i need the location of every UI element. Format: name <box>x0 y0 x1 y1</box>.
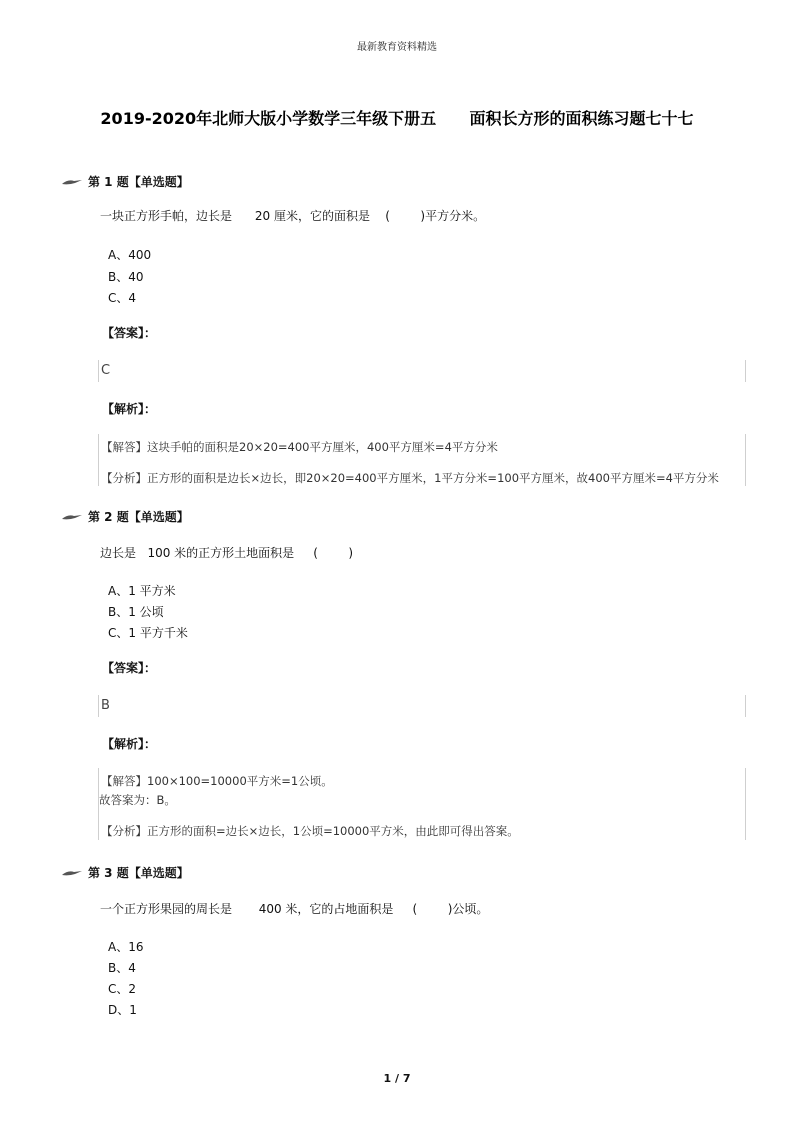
question-1-analysis-label: 【解析】： <box>102 402 157 416</box>
question-1-stem: 一块正方形手帕，边长是 20 厘米，它的面积是 ( )平方分米。 <box>100 209 486 223</box>
question-1-answer: C <box>101 363 111 378</box>
question-3-stem: 一个正方形果园的周长是 400 米，它的占地面积是 ( )公顷。 <box>100 902 489 916</box>
question-2-stem: 边长是 100 米的正方形土地面积是 ( ) <box>100 546 354 560</box>
question-1-option-a: A、400 <box>108 248 152 262</box>
question-2-analysis-label: 【解析】： <box>102 737 157 751</box>
question-2-option-b: B、1 公顷 <box>108 605 164 619</box>
question-2-title: 第 2 题【单选题】 <box>88 510 189 524</box>
question-2-option-a: A、1 平方米 <box>108 584 176 598</box>
question-1-analysis-box <box>98 434 746 486</box>
page-number: 1 / 7 <box>383 1072 411 1085</box>
question-3-heading <box>62 864 189 881</box>
question-2-answer: B <box>101 698 110 713</box>
question-2-option-c: C、1 平方千米 <box>108 626 188 640</box>
question-3-title: 第 3 题【单选题】 <box>88 866 189 880</box>
question-3-option-b: B、4 <box>108 961 136 975</box>
question-2-answer-label: 【答案】： <box>102 661 157 675</box>
question-1-answer-label: 【答案】： <box>102 326 157 340</box>
question-2-analysis-line-3: 【分析】正方形的面积=边长×边长，1公顷=10000平方米，由此即可得出答案。 <box>101 824 519 838</box>
question-1-title: 第 1 题【单选题】 <box>88 175 189 189</box>
question-1-option-b: B、40 <box>108 270 144 284</box>
header-note: 最新教育资料精选 <box>357 42 437 53</box>
question-3-option-c: C、2 <box>108 982 137 996</box>
question-1-analysis-line-2: 【分析】正方形的面积是边长×边长，即20×20=400平方厘米，1平方分米=100平方厘米，故400平方厘米=4平方分米 <box>101 471 719 485</box>
question-1-heading <box>62 173 189 190</box>
question-2-analysis-box <box>98 768 746 840</box>
question-3-option-a: A、16 <box>108 940 144 954</box>
question-1-answer-box <box>98 360 746 382</box>
question-2-heading <box>62 508 189 525</box>
question-2-answer-box <box>98 695 746 717</box>
pen-bullet-icon <box>62 178 82 186</box>
question-2-analysis-line-2: 故答案为：B。 <box>99 793 176 807</box>
question-1-option-c: C、4 <box>108 291 137 305</box>
question-2-analysis-line-1: 【解答】100×100=10000平方米=1公顷。 <box>101 774 333 788</box>
document-title: 2019-2020年北师大版小学数学三年级下册五 面积长方形的面积练习题七十七 <box>100 109 694 128</box>
question-1-analysis-line-1: 【解答】这块手帕的面积是20×20=400平方厘米，400平方厘米=4平方分米 <box>101 440 498 454</box>
pen-bullet-icon <box>62 513 82 521</box>
question-3-option-d: D、1 <box>108 1003 137 1017</box>
pen-bullet-icon <box>62 869 82 877</box>
